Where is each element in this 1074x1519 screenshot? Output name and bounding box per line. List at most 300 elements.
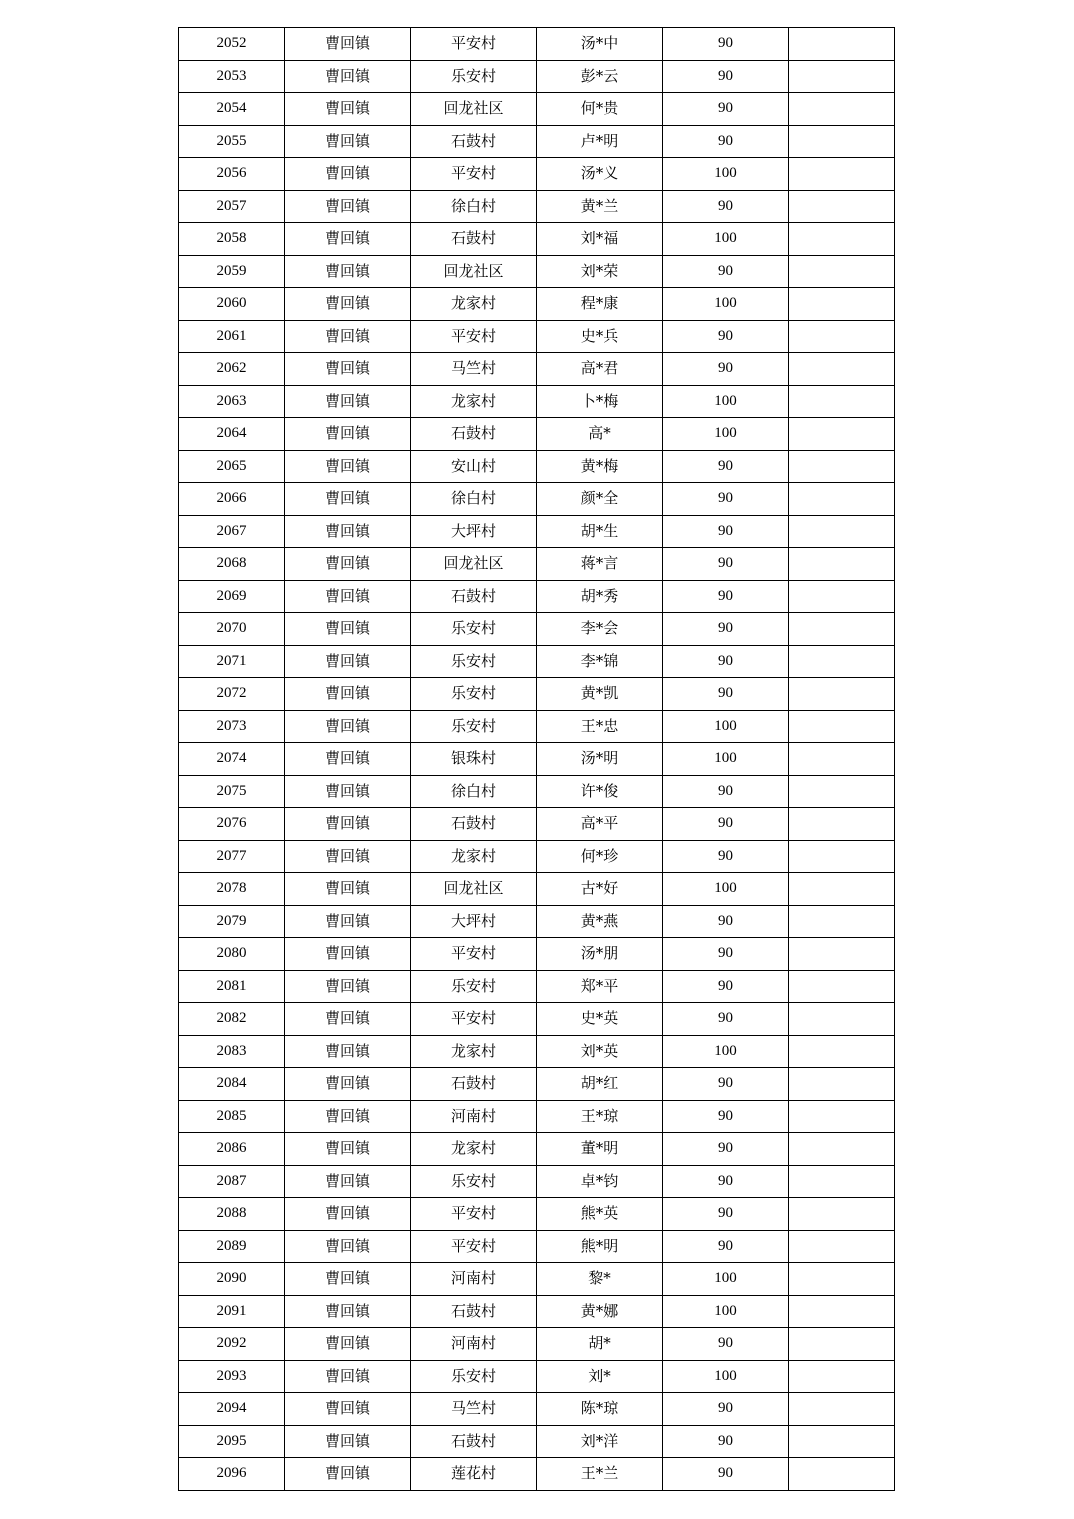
cell-amount: 90 bbox=[663, 775, 789, 808]
cell-remark bbox=[789, 190, 895, 223]
cell-serial-number: 2057 bbox=[179, 190, 285, 223]
cell-serial-number: 2079 bbox=[179, 905, 285, 938]
cell-remark bbox=[789, 938, 895, 971]
cell-village: 石鼓村 bbox=[411, 418, 537, 451]
cell-town: 曹回镇 bbox=[285, 1328, 411, 1361]
cell-remark bbox=[789, 223, 895, 256]
cell-amount: 100 bbox=[663, 1295, 789, 1328]
cell-person-name: 董*明 bbox=[537, 1133, 663, 1166]
table-row bbox=[179, 1035, 895, 1068]
cell-serial-number: 2073 bbox=[179, 710, 285, 743]
cell-village: 平安村 bbox=[411, 1230, 537, 1263]
table-row bbox=[179, 1198, 895, 1231]
cell-remark bbox=[789, 28, 895, 61]
cell-remark bbox=[789, 320, 895, 353]
cell-amount: 90 bbox=[663, 60, 789, 93]
cell-town: 曹回镇 bbox=[285, 1230, 411, 1263]
cell-village: 徐白村 bbox=[411, 190, 537, 223]
cell-remark bbox=[789, 1198, 895, 1231]
cell-serial-number: 2055 bbox=[179, 125, 285, 158]
cell-serial-number: 2060 bbox=[179, 288, 285, 321]
cell-village: 石鼓村 bbox=[411, 1425, 537, 1458]
table-row bbox=[179, 1360, 895, 1393]
table-row bbox=[179, 548, 895, 581]
cell-remark bbox=[789, 613, 895, 646]
cell-serial-number: 2080 bbox=[179, 938, 285, 971]
cell-remark bbox=[789, 1068, 895, 1101]
cell-amount: 100 bbox=[663, 743, 789, 776]
cell-remark bbox=[789, 1133, 895, 1166]
cell-serial-number: 2078 bbox=[179, 873, 285, 906]
cell-town: 曹回镇 bbox=[285, 515, 411, 548]
cell-town: 曹回镇 bbox=[285, 873, 411, 906]
cell-village: 乐安村 bbox=[411, 613, 537, 646]
cell-serial-number: 2095 bbox=[179, 1425, 285, 1458]
table-row bbox=[179, 1425, 895, 1458]
cell-village: 平安村 bbox=[411, 28, 537, 61]
cell-remark bbox=[789, 483, 895, 516]
cell-amount: 90 bbox=[663, 353, 789, 386]
cell-amount: 90 bbox=[663, 678, 789, 711]
table-row bbox=[179, 938, 895, 971]
cell-serial-number: 2084 bbox=[179, 1068, 285, 1101]
cell-village: 乐安村 bbox=[411, 970, 537, 1003]
table-row bbox=[179, 450, 895, 483]
cell-person-name: 史*兵 bbox=[537, 320, 663, 353]
cell-village: 河南村 bbox=[411, 1100, 537, 1133]
cell-amount: 100 bbox=[663, 1360, 789, 1393]
cell-person-name: 卢*明 bbox=[537, 125, 663, 158]
table-row bbox=[179, 1165, 895, 1198]
cell-serial-number: 2058 bbox=[179, 223, 285, 256]
cell-town: 曹回镇 bbox=[285, 353, 411, 386]
cell-village: 石鼓村 bbox=[411, 1295, 537, 1328]
cell-town: 曹回镇 bbox=[285, 970, 411, 1003]
table-row bbox=[179, 613, 895, 646]
cell-amount: 100 bbox=[663, 288, 789, 321]
cell-amount: 100 bbox=[663, 1035, 789, 1068]
cell-person-name: 高*君 bbox=[537, 353, 663, 386]
cell-amount: 90 bbox=[663, 1425, 789, 1458]
cell-person-name: 汤*中 bbox=[537, 28, 663, 61]
table-row bbox=[179, 93, 895, 126]
cell-village: 莲花村 bbox=[411, 1458, 537, 1491]
cell-village: 河南村 bbox=[411, 1328, 537, 1361]
cell-remark bbox=[789, 1035, 895, 1068]
cell-amount: 90 bbox=[663, 1003, 789, 1036]
cell-village: 龙家村 bbox=[411, 840, 537, 873]
table-row bbox=[179, 320, 895, 353]
cell-serial-number: 2052 bbox=[179, 28, 285, 61]
cell-remark bbox=[789, 60, 895, 93]
cell-town: 曹回镇 bbox=[285, 1425, 411, 1458]
cell-person-name: 蒋*言 bbox=[537, 548, 663, 581]
cell-remark bbox=[789, 840, 895, 873]
cell-remark bbox=[789, 1165, 895, 1198]
cell-amount: 100 bbox=[663, 873, 789, 906]
cell-town: 曹回镇 bbox=[285, 28, 411, 61]
cell-person-name: 何*贵 bbox=[537, 93, 663, 126]
cell-person-name: 高* bbox=[537, 418, 663, 451]
cell-person-name: 高*平 bbox=[537, 808, 663, 841]
cell-person-name: 刘*英 bbox=[537, 1035, 663, 1068]
cell-person-name: 黄*兰 bbox=[537, 190, 663, 223]
cell-serial-number: 2086 bbox=[179, 1133, 285, 1166]
cell-amount: 90 bbox=[663, 840, 789, 873]
table-row bbox=[179, 125, 895, 158]
cell-amount: 100 bbox=[663, 1263, 789, 1296]
cell-amount: 100 bbox=[663, 158, 789, 191]
table-row bbox=[179, 385, 895, 418]
cell-serial-number: 2090 bbox=[179, 1263, 285, 1296]
cell-remark bbox=[789, 93, 895, 126]
cell-person-name: 黄*燕 bbox=[537, 905, 663, 938]
table-row bbox=[179, 28, 895, 61]
cell-amount: 100 bbox=[663, 418, 789, 451]
cell-amount: 90 bbox=[663, 548, 789, 581]
cell-village: 回龙社区 bbox=[411, 548, 537, 581]
table-row bbox=[179, 678, 895, 711]
cell-town: 曹回镇 bbox=[285, 60, 411, 93]
cell-serial-number: 2063 bbox=[179, 385, 285, 418]
cell-town: 曹回镇 bbox=[285, 223, 411, 256]
cell-remark bbox=[789, 353, 895, 386]
cell-amount: 90 bbox=[663, 1100, 789, 1133]
cell-amount: 90 bbox=[663, 1068, 789, 1101]
cell-town: 曹回镇 bbox=[285, 1458, 411, 1491]
cell-town: 曹回镇 bbox=[285, 678, 411, 711]
table-row bbox=[179, 580, 895, 613]
table-row bbox=[179, 775, 895, 808]
cell-remark bbox=[789, 580, 895, 613]
cell-village: 乐安村 bbox=[411, 1165, 537, 1198]
cell-village: 徐白村 bbox=[411, 775, 537, 808]
table-row bbox=[179, 483, 895, 516]
cell-amount: 90 bbox=[663, 1458, 789, 1491]
cell-town: 曹回镇 bbox=[285, 1295, 411, 1328]
cell-amount: 90 bbox=[663, 93, 789, 126]
cell-amount: 90 bbox=[663, 320, 789, 353]
cell-village: 马竺村 bbox=[411, 1393, 537, 1426]
cell-town: 曹回镇 bbox=[285, 125, 411, 158]
cell-village: 回龙社区 bbox=[411, 255, 537, 288]
cell-serial-number: 2094 bbox=[179, 1393, 285, 1426]
cell-remark bbox=[789, 710, 895, 743]
cell-town: 曹回镇 bbox=[285, 1003, 411, 1036]
cell-remark bbox=[789, 1458, 895, 1491]
cell-town: 曹回镇 bbox=[285, 905, 411, 938]
cell-town: 曹回镇 bbox=[285, 548, 411, 581]
cell-town: 曹回镇 bbox=[285, 1360, 411, 1393]
cell-remark bbox=[789, 450, 895, 483]
cell-town: 曹回镇 bbox=[285, 1393, 411, 1426]
cell-person-name: 刘*洋 bbox=[537, 1425, 663, 1458]
table-row bbox=[179, 1230, 895, 1263]
table-row bbox=[179, 1003, 895, 1036]
cell-town: 曹回镇 bbox=[285, 613, 411, 646]
cell-amount: 90 bbox=[663, 580, 789, 613]
cell-serial-number: 2054 bbox=[179, 93, 285, 126]
table-row bbox=[179, 970, 895, 1003]
cell-person-name: 李*会 bbox=[537, 613, 663, 646]
cell-person-name: 胡*红 bbox=[537, 1068, 663, 1101]
table-row bbox=[179, 1458, 895, 1491]
table-row bbox=[179, 1295, 895, 1328]
cell-person-name: 黎* bbox=[537, 1263, 663, 1296]
cell-town: 曹回镇 bbox=[285, 938, 411, 971]
cell-town: 曹回镇 bbox=[285, 1263, 411, 1296]
cell-serial-number: 2061 bbox=[179, 320, 285, 353]
cell-amount: 90 bbox=[663, 1198, 789, 1231]
table-body bbox=[179, 28, 895, 1491]
cell-serial-number: 2081 bbox=[179, 970, 285, 1003]
cell-serial-number: 2091 bbox=[179, 1295, 285, 1328]
cell-village: 乐安村 bbox=[411, 678, 537, 711]
cell-amount: 90 bbox=[663, 938, 789, 971]
cell-town: 曹回镇 bbox=[285, 288, 411, 321]
table-row bbox=[179, 60, 895, 93]
cell-person-name: 何*珍 bbox=[537, 840, 663, 873]
cell-person-name: 卜*梅 bbox=[537, 385, 663, 418]
cell-town: 曹回镇 bbox=[285, 808, 411, 841]
cell-remark bbox=[789, 1360, 895, 1393]
cell-town: 曹回镇 bbox=[285, 483, 411, 516]
cell-amount: 90 bbox=[663, 1230, 789, 1263]
table-row bbox=[179, 1133, 895, 1166]
cell-person-name: 郑*平 bbox=[537, 970, 663, 1003]
table-row bbox=[179, 418, 895, 451]
table-row bbox=[179, 223, 895, 256]
cell-village: 石鼓村 bbox=[411, 223, 537, 256]
cell-town: 曹回镇 bbox=[285, 710, 411, 743]
cell-village: 大坪村 bbox=[411, 905, 537, 938]
cell-person-name: 王*忠 bbox=[537, 710, 663, 743]
cell-serial-number: 2085 bbox=[179, 1100, 285, 1133]
cell-village: 银珠村 bbox=[411, 743, 537, 776]
cell-serial-number: 2096 bbox=[179, 1458, 285, 1491]
cell-town: 曹回镇 bbox=[285, 1100, 411, 1133]
cell-serial-number: 2077 bbox=[179, 840, 285, 873]
cell-remark bbox=[789, 808, 895, 841]
cell-amount: 90 bbox=[663, 190, 789, 223]
cell-serial-number: 2072 bbox=[179, 678, 285, 711]
cell-amount: 100 bbox=[663, 710, 789, 743]
cell-amount: 90 bbox=[663, 125, 789, 158]
cell-remark bbox=[789, 1100, 895, 1133]
cell-amount: 90 bbox=[663, 1393, 789, 1426]
table-row bbox=[179, 1263, 895, 1296]
cell-remark bbox=[789, 1425, 895, 1458]
table-row bbox=[179, 1328, 895, 1361]
cell-town: 曹回镇 bbox=[285, 158, 411, 191]
cell-serial-number: 2082 bbox=[179, 1003, 285, 1036]
cell-village: 龙家村 bbox=[411, 385, 537, 418]
cell-amount: 90 bbox=[663, 645, 789, 678]
cell-town: 曹回镇 bbox=[285, 1035, 411, 1068]
table-row bbox=[179, 1393, 895, 1426]
cell-person-name: 卓*钧 bbox=[537, 1165, 663, 1198]
cell-town: 曹回镇 bbox=[285, 645, 411, 678]
table-row bbox=[179, 158, 895, 191]
cell-remark bbox=[789, 255, 895, 288]
cell-person-name: 许*俊 bbox=[537, 775, 663, 808]
cell-person-name: 陈*琼 bbox=[537, 1393, 663, 1426]
cell-village: 平安村 bbox=[411, 938, 537, 971]
cell-person-name: 程*康 bbox=[537, 288, 663, 321]
cell-remark bbox=[789, 970, 895, 1003]
cell-person-name: 黄*梅 bbox=[537, 450, 663, 483]
cell-person-name: 彭*云 bbox=[537, 60, 663, 93]
cell-town: 曹回镇 bbox=[285, 1165, 411, 1198]
cell-town: 曹回镇 bbox=[285, 1068, 411, 1101]
cell-remark bbox=[789, 678, 895, 711]
cell-serial-number: 2089 bbox=[179, 1230, 285, 1263]
cell-town: 曹回镇 bbox=[285, 255, 411, 288]
beneficiary-table bbox=[178, 27, 895, 1491]
cell-serial-number: 2062 bbox=[179, 353, 285, 386]
cell-amount: 90 bbox=[663, 450, 789, 483]
table-row bbox=[179, 645, 895, 678]
cell-serial-number: 2056 bbox=[179, 158, 285, 191]
cell-remark bbox=[789, 1230, 895, 1263]
cell-amount: 90 bbox=[663, 970, 789, 1003]
cell-town: 曹回镇 bbox=[285, 320, 411, 353]
cell-person-name: 汤*明 bbox=[537, 743, 663, 776]
cell-town: 曹回镇 bbox=[285, 743, 411, 776]
cell-person-name: 汤*朋 bbox=[537, 938, 663, 971]
cell-amount: 100 bbox=[663, 385, 789, 418]
cell-town: 曹回镇 bbox=[285, 840, 411, 873]
cell-village: 龙家村 bbox=[411, 288, 537, 321]
table-row bbox=[179, 710, 895, 743]
cell-serial-number: 2074 bbox=[179, 743, 285, 776]
cell-town: 曹回镇 bbox=[285, 450, 411, 483]
cell-remark bbox=[789, 158, 895, 191]
cell-village: 乐安村 bbox=[411, 645, 537, 678]
cell-village: 平安村 bbox=[411, 1003, 537, 1036]
table-row bbox=[179, 1068, 895, 1101]
cell-serial-number: 2059 bbox=[179, 255, 285, 288]
cell-remark bbox=[789, 385, 895, 418]
cell-person-name: 史*英 bbox=[537, 1003, 663, 1036]
cell-remark bbox=[789, 1263, 895, 1296]
table-row bbox=[179, 255, 895, 288]
cell-remark bbox=[789, 288, 895, 321]
cell-village: 石鼓村 bbox=[411, 1068, 537, 1101]
cell-town: 曹回镇 bbox=[285, 385, 411, 418]
table-row bbox=[179, 288, 895, 321]
cell-serial-number: 2087 bbox=[179, 1165, 285, 1198]
cell-serial-number: 2088 bbox=[179, 1198, 285, 1231]
cell-amount: 90 bbox=[663, 808, 789, 841]
cell-remark bbox=[789, 548, 895, 581]
table-row bbox=[179, 1100, 895, 1133]
cell-person-name: 胡*生 bbox=[537, 515, 663, 548]
cell-person-name: 王*兰 bbox=[537, 1458, 663, 1491]
cell-person-name: 李*锦 bbox=[537, 645, 663, 678]
cell-village: 乐安村 bbox=[411, 710, 537, 743]
cell-person-name: 熊*明 bbox=[537, 1230, 663, 1263]
cell-remark bbox=[789, 1003, 895, 1036]
cell-village: 乐安村 bbox=[411, 1360, 537, 1393]
cell-amount: 90 bbox=[663, 483, 789, 516]
cell-person-name: 熊*英 bbox=[537, 1198, 663, 1231]
cell-town: 曹回镇 bbox=[285, 775, 411, 808]
cell-remark bbox=[789, 743, 895, 776]
cell-village: 石鼓村 bbox=[411, 125, 537, 158]
cell-town: 曹回镇 bbox=[285, 418, 411, 451]
cell-amount: 90 bbox=[663, 905, 789, 938]
table-row bbox=[179, 353, 895, 386]
cell-village: 马竺村 bbox=[411, 353, 537, 386]
cell-amount: 90 bbox=[663, 1133, 789, 1166]
cell-serial-number: 2069 bbox=[179, 580, 285, 613]
cell-village: 安山村 bbox=[411, 450, 537, 483]
cell-serial-number: 2067 bbox=[179, 515, 285, 548]
cell-remark bbox=[789, 775, 895, 808]
cell-remark bbox=[789, 1328, 895, 1361]
cell-serial-number: 2064 bbox=[179, 418, 285, 451]
cell-village: 石鼓村 bbox=[411, 580, 537, 613]
cell-village: 乐安村 bbox=[411, 60, 537, 93]
cell-village: 龙家村 bbox=[411, 1035, 537, 1068]
cell-town: 曹回镇 bbox=[285, 1198, 411, 1231]
cell-serial-number: 2053 bbox=[179, 60, 285, 93]
cell-remark bbox=[789, 1393, 895, 1426]
cell-serial-number: 2071 bbox=[179, 645, 285, 678]
cell-remark bbox=[789, 905, 895, 938]
cell-village: 平安村 bbox=[411, 158, 537, 191]
cell-remark bbox=[789, 418, 895, 451]
table-row bbox=[179, 873, 895, 906]
cell-village: 石鼓村 bbox=[411, 808, 537, 841]
cell-village: 回龙社区 bbox=[411, 873, 537, 906]
cell-person-name: 黄*娜 bbox=[537, 1295, 663, 1328]
cell-town: 曹回镇 bbox=[285, 1133, 411, 1166]
cell-village: 徐白村 bbox=[411, 483, 537, 516]
cell-person-name: 刘*福 bbox=[537, 223, 663, 256]
cell-serial-number: 2093 bbox=[179, 1360, 285, 1393]
cell-person-name: 王*琼 bbox=[537, 1100, 663, 1133]
cell-amount: 90 bbox=[663, 28, 789, 61]
cell-amount: 90 bbox=[663, 255, 789, 288]
cell-remark bbox=[789, 645, 895, 678]
cell-serial-number: 2065 bbox=[179, 450, 285, 483]
cell-amount: 100 bbox=[663, 223, 789, 256]
table-row bbox=[179, 515, 895, 548]
cell-town: 曹回镇 bbox=[285, 190, 411, 223]
cell-village: 回龙社区 bbox=[411, 93, 537, 126]
cell-serial-number: 2066 bbox=[179, 483, 285, 516]
table-row bbox=[179, 840, 895, 873]
table-row bbox=[179, 743, 895, 776]
cell-person-name: 黄*凯 bbox=[537, 678, 663, 711]
cell-remark bbox=[789, 1295, 895, 1328]
cell-remark bbox=[789, 873, 895, 906]
cell-person-name: 刘* bbox=[537, 1360, 663, 1393]
cell-person-name: 颜*全 bbox=[537, 483, 663, 516]
cell-amount: 90 bbox=[663, 1328, 789, 1361]
table-row bbox=[179, 190, 895, 223]
cell-remark bbox=[789, 125, 895, 158]
cell-remark bbox=[789, 515, 895, 548]
table-row bbox=[179, 808, 895, 841]
cell-village: 龙家村 bbox=[411, 1133, 537, 1166]
cell-person-name: 刘*荣 bbox=[537, 255, 663, 288]
cell-amount: 90 bbox=[663, 515, 789, 548]
cell-serial-number: 2068 bbox=[179, 548, 285, 581]
cell-village: 平安村 bbox=[411, 1198, 537, 1231]
